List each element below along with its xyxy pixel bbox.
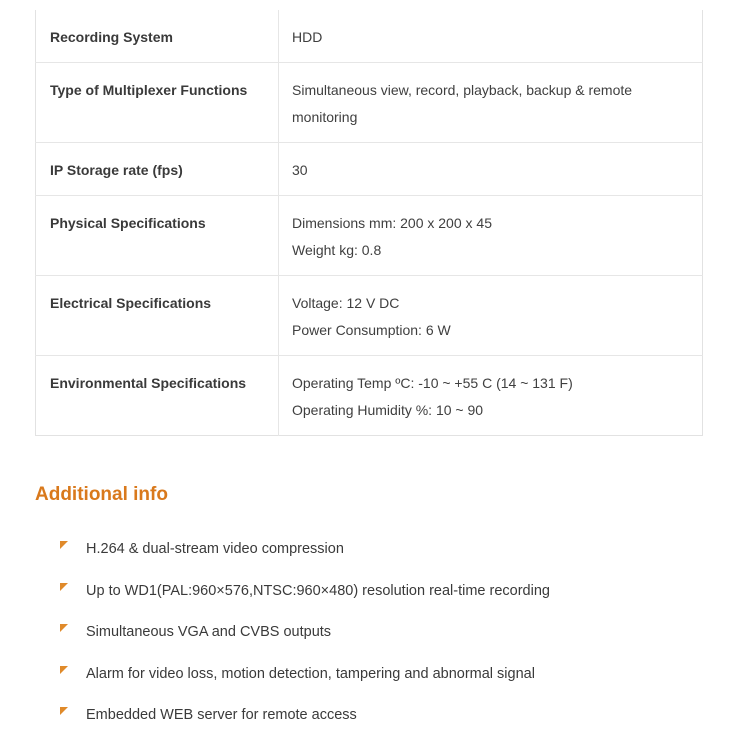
spec-value-line: 30 bbox=[292, 162, 308, 178]
spec-label: Physical Specifications bbox=[36, 196, 279, 276]
list-item-text: Up to WD1(PAL:960×576,NTSC:960×480) resolution real-time recording bbox=[86, 582, 550, 599]
spec-label: IP Storage rate (fps) bbox=[36, 143, 279, 196]
spec-value bbox=[279, 276, 703, 356]
spec-value bbox=[279, 10, 703, 63]
corner-triangle-bullet-icon bbox=[60, 541, 68, 549]
list-item-text: Simultaneous VGA and CVBS outputs bbox=[86, 624, 332, 640]
list-item bbox=[60, 577, 550, 619]
list-item bbox=[60, 535, 550, 577]
list-item-text: Embedded WEB server for remote access bbox=[86, 707, 357, 723]
spec-value-line: Weight kg: 0.8 bbox=[292, 242, 382, 258]
additional-info-title: Additional info bbox=[35, 484, 168, 505]
corner-triangle-bullet-icon bbox=[60, 707, 68, 715]
list-item-text: Alarm for video loss, motion detection, tampering and abnormal signal bbox=[86, 665, 535, 682]
corner-triangle-bullet-icon bbox=[60, 624, 68, 632]
spec-value-line: Simultaneous view, record, playback, backup & remote monitoring bbox=[292, 82, 633, 125]
spec-row-recording-system bbox=[36, 10, 703, 63]
spec-row-environmental bbox=[36, 356, 703, 436]
spec-label: Recording System bbox=[36, 10, 279, 63]
spec-value-line: Operating Temp ºC: -10 ~ +55 C (14 ~ 131 F) bbox=[292, 375, 573, 391]
spec-label: Electrical Specifications bbox=[36, 276, 279, 356]
list-item bbox=[60, 701, 550, 743]
additional-info-list bbox=[60, 535, 550, 743]
spec-label: Type of Multiplexer Functions bbox=[36, 63, 279, 143]
spec-row-multiplexer bbox=[36, 63, 703, 143]
spec-value-line: Voltage: 12 V DC bbox=[292, 295, 400, 311]
spec-value-line: Power Consumption: 6 W bbox=[292, 322, 451, 338]
corner-triangle-bullet-icon bbox=[60, 666, 68, 674]
spec-value bbox=[279, 143, 703, 196]
list-item bbox=[60, 660, 550, 702]
spec-row-electrical bbox=[36, 276, 703, 356]
corner-triangle-bullet-icon bbox=[60, 583, 68, 591]
spec-table bbox=[35, 10, 703, 436]
list-item-text: H.264 & dual-stream video compression bbox=[86, 541, 344, 557]
spec-value bbox=[279, 63, 703, 143]
spec-value bbox=[279, 356, 703, 436]
list-item bbox=[60, 618, 550, 660]
spec-value bbox=[279, 196, 703, 276]
spec-value-line: Dimensions mm: 200 x 200 x 45 bbox=[292, 215, 492, 231]
spec-row-physical bbox=[36, 196, 703, 276]
spec-value-line: Operating Humidity %: 10 ~ 90 bbox=[292, 402, 484, 418]
spec-label: Environmental Specifications bbox=[36, 356, 279, 436]
spec-row-storage-rate bbox=[36, 143, 703, 196]
spec-value-line: HDD bbox=[292, 29, 323, 45]
